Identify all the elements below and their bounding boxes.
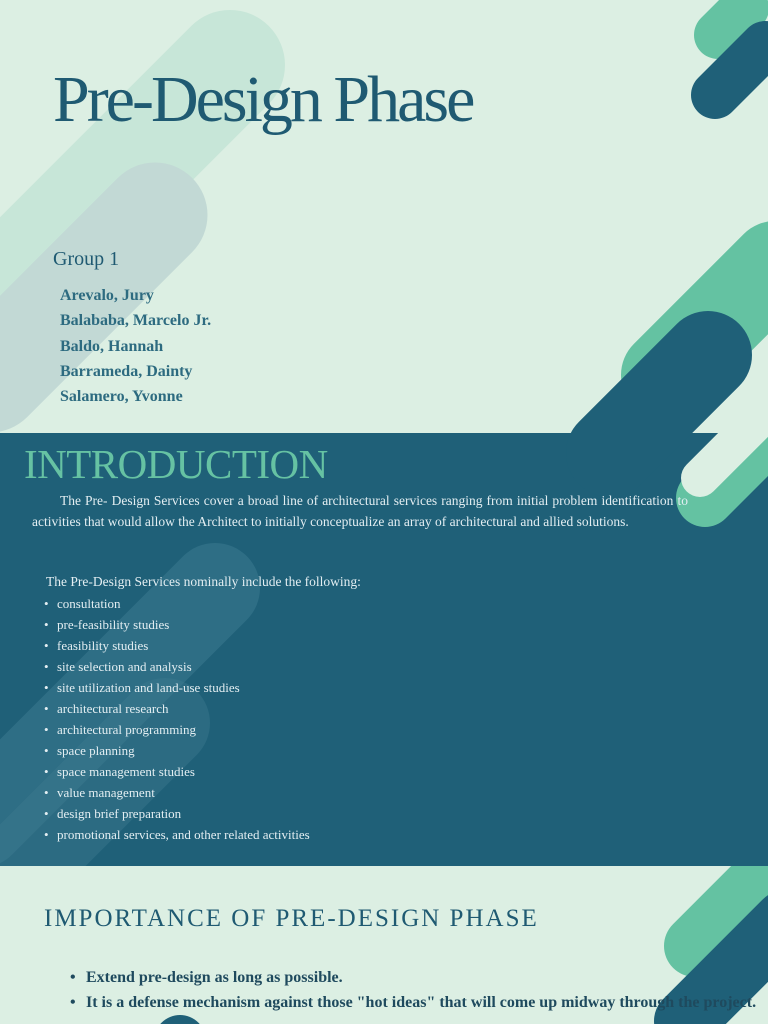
green-stripe-shape bbox=[718, 8, 745, 35]
list-item: • consultation bbox=[44, 594, 310, 615]
list-item: • site utilization and land-use studies bbox=[44, 678, 310, 699]
section-heading: INTRODUCTION bbox=[24, 441, 328, 487]
navy-diagonal-continuation bbox=[610, 433, 708, 453]
list-item: • It is a defense mechanism against those "hot ideas" that will come up midway through the project. bbox=[70, 990, 760, 1015]
member-name: Arevalo, Jury bbox=[60, 287, 154, 304]
group-label: Group 1 bbox=[53, 248, 120, 270]
importance-slide bbox=[0, 866, 768, 1024]
list-item: • pre-feasibility studies bbox=[44, 615, 310, 636]
list-item: • architectural research bbox=[44, 699, 310, 720]
page-title: Pre-Design Phase bbox=[53, 63, 473, 136]
services-list bbox=[44, 594, 310, 846]
importance-list bbox=[70, 965, 760, 1015]
list-item: • Extend pre-design as long as possible. bbox=[70, 965, 760, 990]
list-item: • site selection and analysis bbox=[44, 657, 310, 678]
list-item: • value management bbox=[44, 783, 310, 804]
list-item: • feasibility studies bbox=[44, 636, 310, 657]
cover-slide bbox=[0, 0, 768, 433]
intro-paragraph: The Pre- Design Services cover a broad line of architectural services ranging from initial problem identification to activities that would allow the Architect to initially conceptualize an array of architectural and allied solutions. bbox=[32, 493, 688, 529]
services-intro: The Pre-Design Services nominally include the following: bbox=[46, 574, 361, 589]
member-name: Balababa, Marcelo Jr. bbox=[60, 312, 212, 330]
member-name: Salamero, Yvonne bbox=[60, 388, 183, 406]
member-name: Baldo, Hannah bbox=[60, 337, 164, 355]
list-item: • space planning bbox=[44, 741, 310, 762]
introduction-slide bbox=[0, 433, 768, 866]
list-item: • promotional services, and other related activities bbox=[44, 825, 310, 846]
importance-heading: IMPORTANCE OF PRE-DESIGN PHASE bbox=[44, 905, 539, 932]
navy-circle-shape bbox=[154, 1015, 206, 1024]
list-item: • space management studies bbox=[44, 762, 310, 783]
list-item: • design brief preparation bbox=[44, 804, 310, 825]
member-list bbox=[60, 286, 211, 412]
list-item: • architectural programming bbox=[44, 720, 310, 741]
member-name: Barrameda, Dainty bbox=[60, 362, 193, 380]
